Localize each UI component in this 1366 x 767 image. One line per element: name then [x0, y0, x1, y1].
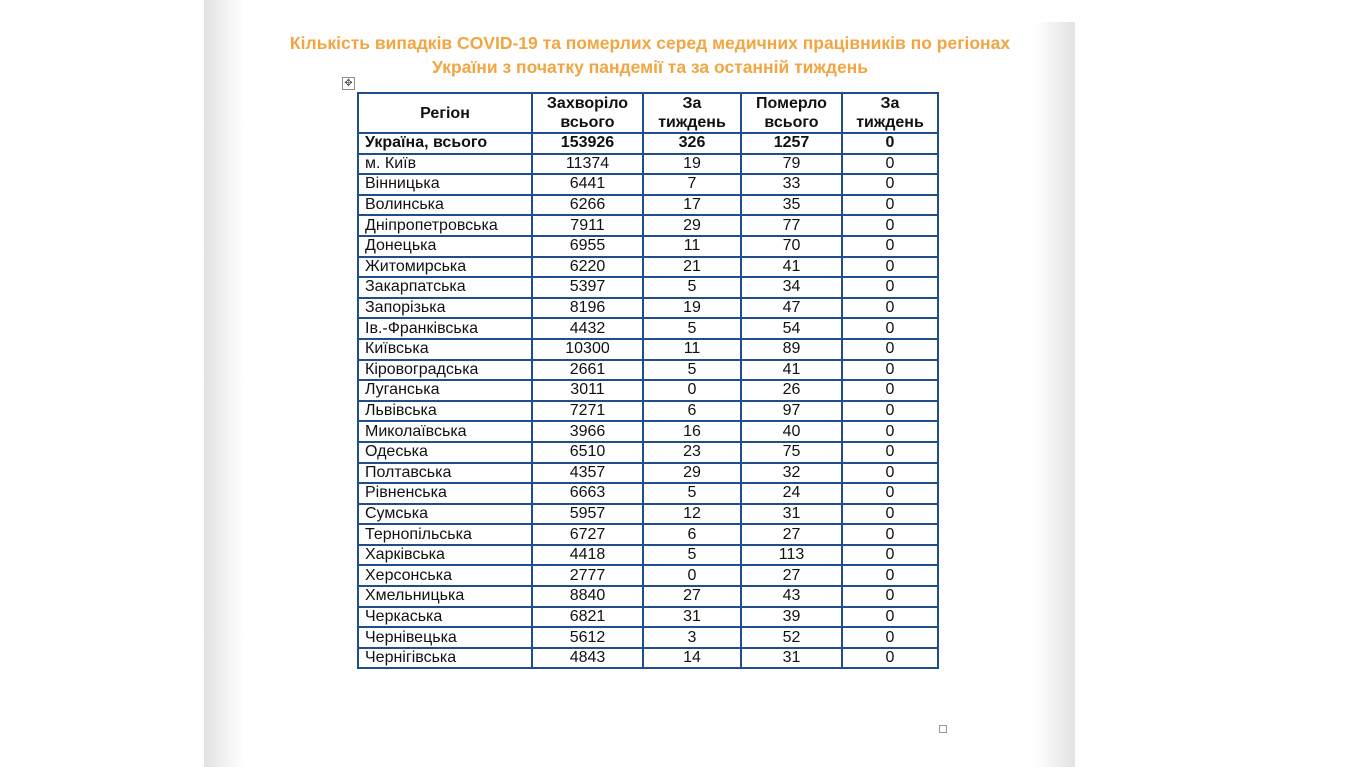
table-row: [358, 195, 938, 216]
cell-cases-week: 29: [643, 215, 741, 236]
cell-deaths-total: 24: [741, 483, 842, 504]
cell-deaths-week: 0: [842, 257, 938, 278]
title-line-1: Кількість випадків COVID-19 та померлих серед медичних працівників по регіонах: [289, 33, 1011, 53]
table-move-handle-icon[interactable]: ✥: [342, 77, 355, 90]
cell-region: Донецька: [358, 236, 532, 257]
cell-region: Тернопільська: [358, 524, 532, 545]
cell-deaths-week: 0: [842, 318, 938, 339]
cell-deaths-week: 0: [842, 586, 938, 607]
cell-deaths-week: 0: [842, 133, 938, 154]
table-row: [358, 483, 938, 504]
cell-region: м. Київ: [358, 154, 532, 175]
cell-cases-total: 8840: [532, 586, 643, 607]
header-cases-week: За тиждень: [643, 93, 741, 133]
header-deaths-week: За тиждень: [842, 93, 938, 133]
cell-deaths-total: 89: [741, 339, 842, 360]
cell-region: Рівненська: [358, 483, 532, 504]
cell-deaths-week: 0: [842, 154, 938, 175]
table-row: [358, 236, 938, 257]
cell-cases-total: 3966: [532, 421, 643, 442]
table-row: [358, 421, 938, 442]
cell-region: Кіровоградська: [358, 360, 532, 381]
cell-cases-total: 5612: [532, 627, 643, 648]
cell-cases-week: 5: [643, 277, 741, 298]
covid-medical-workers-table: [357, 92, 939, 669]
cell-deaths-week: 0: [842, 565, 938, 586]
cell-deaths-total: 34: [741, 277, 842, 298]
cell-cases-total: 6727: [532, 524, 643, 545]
cell-cases-week: 11: [643, 236, 741, 257]
cell-deaths-total: 40: [741, 421, 842, 442]
cell-cases-total: 11374: [532, 154, 643, 175]
cell-region: Одеська: [358, 442, 532, 463]
cell-region: Луганська: [358, 380, 532, 401]
cell-deaths-total: 27: [741, 524, 842, 545]
cell-deaths-week: 0: [842, 504, 938, 525]
table-row: [358, 545, 938, 566]
cell-region: Черкаська: [358, 607, 532, 628]
cell-deaths-total: 33: [741, 174, 842, 195]
cell-deaths-week: 0: [842, 607, 938, 628]
cell-cases-total: 6441: [532, 174, 643, 195]
cell-cases-total: 10300: [532, 339, 643, 360]
cell-cases-week: 0: [643, 565, 741, 586]
cell-deaths-week: 0: [842, 174, 938, 195]
cell-region: Херсонська: [358, 565, 532, 586]
table-row: [358, 318, 938, 339]
table-row: [358, 627, 938, 648]
table-row: [358, 380, 938, 401]
cell-deaths-total: 31: [741, 504, 842, 525]
cell-deaths-week: 0: [842, 360, 938, 381]
cell-region: Україна, всього: [358, 133, 532, 154]
cell-deaths-total: 32: [741, 463, 842, 484]
header-cases-total: Захворіло всього: [532, 93, 643, 133]
cell-deaths-week: 0: [842, 215, 938, 236]
cell-cases-total: 3011: [532, 380, 643, 401]
cell-cases-week: 19: [643, 298, 741, 319]
cell-cases-week: 5: [643, 545, 741, 566]
cell-region: Миколаївська: [358, 421, 532, 442]
table-row: [358, 607, 938, 628]
cell-deaths-total: 97: [741, 401, 842, 422]
cell-region: Полтавська: [358, 463, 532, 484]
cell-deaths-total: 31: [741, 648, 842, 669]
cell-cases-total: 4843: [532, 648, 643, 669]
cell-region: Дніпропетровська: [358, 215, 532, 236]
cell-deaths-total: 52: [741, 627, 842, 648]
cell-cases-week: 17: [643, 195, 741, 216]
table-row: [358, 463, 938, 484]
table-row: [358, 154, 938, 175]
cell-region: Вінницька: [358, 174, 532, 195]
cell-cases-total: 6220: [532, 257, 643, 278]
cell-cases-week: 29: [643, 463, 741, 484]
cell-cases-week: 16: [643, 421, 741, 442]
cell-cases-week: 0: [643, 380, 741, 401]
cell-deaths-week: 0: [842, 401, 938, 422]
cell-cases-total: 6663: [532, 483, 643, 504]
cell-cases-week: 31: [643, 607, 741, 628]
cell-region: Львівська: [358, 401, 532, 422]
cell-cases-week: 12: [643, 504, 741, 525]
cell-cases-total: 7911: [532, 215, 643, 236]
cell-cases-total: 4418: [532, 545, 643, 566]
table-row: [358, 257, 938, 278]
cell-region: Закарпатська: [358, 277, 532, 298]
cell-deaths-total: 41: [741, 257, 842, 278]
cell-deaths-total: 54: [741, 318, 842, 339]
cell-cases-week: 6: [643, 401, 741, 422]
cell-deaths-week: 0: [842, 195, 938, 216]
cell-cases-week: 21: [643, 257, 741, 278]
cell-cases-total: 6955: [532, 236, 643, 257]
cell-deaths-total: 43: [741, 586, 842, 607]
cell-deaths-week: 0: [842, 442, 938, 463]
cell-deaths-total: 113: [741, 545, 842, 566]
cell-cases-week: 7: [643, 174, 741, 195]
cell-deaths-total: 27: [741, 565, 842, 586]
cell-cases-total: 8196: [532, 298, 643, 319]
cell-cases-week: 5: [643, 318, 741, 339]
cell-cases-week: 5: [643, 360, 741, 381]
cell-cases-total: 4357: [532, 463, 643, 484]
cell-deaths-total: 41: [741, 360, 842, 381]
cell-cases-total: 6510: [532, 442, 643, 463]
cell-deaths-week: 0: [842, 483, 938, 504]
cell-cases-week: 27: [643, 586, 741, 607]
cell-cases-week: 23: [643, 442, 741, 463]
table-row: [358, 504, 938, 525]
cell-cases-week: 19: [643, 154, 741, 175]
cell-cases-week: 14: [643, 648, 741, 669]
cell-cases-total: 5397: [532, 277, 643, 298]
table-row: [358, 215, 938, 236]
cell-cases-total: 6266: [532, 195, 643, 216]
table-row: [358, 565, 938, 586]
cell-deaths-week: 0: [842, 277, 938, 298]
cell-region: Сумська: [358, 504, 532, 525]
table-row: [358, 586, 938, 607]
cell-deaths-total: 70: [741, 236, 842, 257]
cell-cases-total: 6821: [532, 607, 643, 628]
cell-region: Житомирська: [358, 257, 532, 278]
cell-deaths-total: 79: [741, 154, 842, 175]
cell-deaths-total: 39: [741, 607, 842, 628]
cell-cases-total: 2777: [532, 565, 643, 586]
table-row: [358, 524, 938, 545]
page-shadow-left: [204, 0, 244, 767]
cell-region: Київська: [358, 339, 532, 360]
cell-deaths-week: 0: [842, 545, 938, 566]
cell-deaths-week: 0: [842, 298, 938, 319]
cell-cases-week: 326: [643, 133, 741, 154]
cell-deaths-total: 1257: [741, 133, 842, 154]
cell-region: Волинська: [358, 195, 532, 216]
table-row: [358, 174, 938, 195]
table-row: [358, 339, 938, 360]
cell-deaths-total: 26: [741, 380, 842, 401]
cell-cases-total: 153926: [532, 133, 643, 154]
document-title: [240, 31, 1060, 79]
cell-deaths-week: 0: [842, 463, 938, 484]
cell-region: Ів.-Франківська: [358, 318, 532, 339]
table-row: [358, 277, 938, 298]
table-row: [358, 360, 938, 381]
table-row: [358, 442, 938, 463]
cell-cases-week: 3: [643, 627, 741, 648]
cell-deaths-total: 47: [741, 298, 842, 319]
title-line-2: України з початку пандемії та за останній тиждень: [431, 57, 869, 77]
header-region: Регіон: [358, 93, 532, 133]
cell-region: Чернігівська: [358, 648, 532, 669]
header-deaths-total: Померло всього: [741, 93, 842, 133]
cell-cases-week: 11: [643, 339, 741, 360]
table-row-total: [358, 133, 938, 154]
cell-deaths-week: 0: [842, 648, 938, 669]
page-shadow-right: [1035, 22, 1075, 767]
cell-deaths-week: 0: [842, 380, 938, 401]
cell-cases-total: 5957: [532, 504, 643, 525]
cell-deaths-week: 0: [842, 236, 938, 257]
cell-deaths-week: 0: [842, 627, 938, 648]
cell-region: Харківська: [358, 545, 532, 566]
table-row: [358, 401, 938, 422]
cell-cases-week: 5: [643, 483, 741, 504]
table-row: [358, 648, 938, 669]
cell-region: Чернівецька: [358, 627, 532, 648]
cell-deaths-week: 0: [842, 524, 938, 545]
cell-deaths-total: 35: [741, 195, 842, 216]
cell-deaths-total: 77: [741, 215, 842, 236]
table-row: [358, 298, 938, 319]
table-header-row: [358, 93, 938, 133]
cell-cases-total: 4432: [532, 318, 643, 339]
cell-region: Хмельницька: [358, 586, 532, 607]
table-resize-handle-icon[interactable]: [939, 725, 947, 733]
cell-cases-total: 7271: [532, 401, 643, 422]
cell-deaths-week: 0: [842, 339, 938, 360]
cell-cases-total: 2661: [532, 360, 643, 381]
cell-deaths-total: 75: [741, 442, 842, 463]
cell-cases-week: 6: [643, 524, 741, 545]
cell-deaths-week: 0: [842, 421, 938, 442]
cell-region: Запорізька: [358, 298, 532, 319]
